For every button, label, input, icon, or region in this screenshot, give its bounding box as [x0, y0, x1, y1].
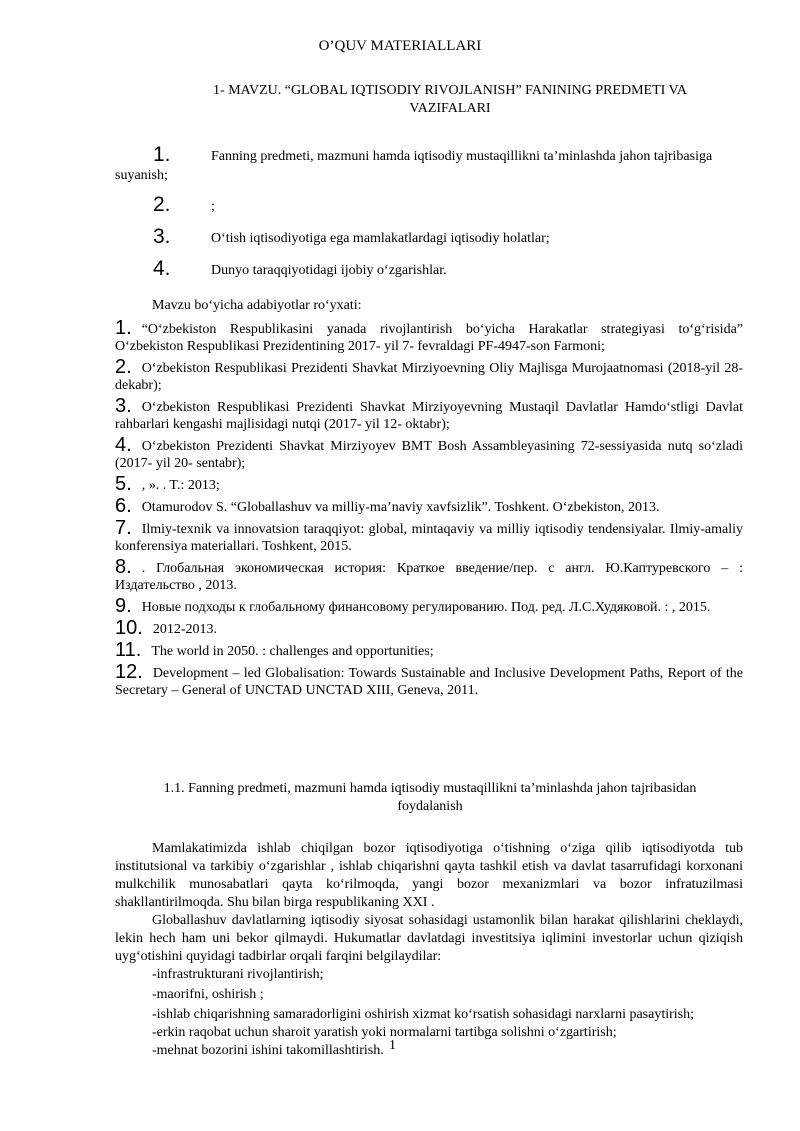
reference-number: 2. — [115, 356, 132, 378]
reference-number: 3. — [115, 395, 132, 417]
reference-number: 8. — [115, 556, 132, 578]
reference-number: 5. — [115, 473, 132, 495]
objective-number: 4. — [153, 257, 171, 280]
objective-text: Dunyo taraqqiyotidagi ijobiy o‘zgarishlar. — [211, 263, 447, 278]
reference-text: Ilmiy-texnik va innovatsion taraqqiyot: global, mintaqaviy va milliy iqtisodiy tendensiyalar. Ilmiy-amaliy konferensiya materiallari. Toshkent, 2015. — [115, 522, 743, 554]
reference-text: “O‘zbekiston Respublikasini yanada rivojlantirish bo‘yicha Harakatlar strategiyasi to‘g‘risida” O‘zbekiston Respublikasi Prezidentining 2017- yil 7- fevraldagi PF-4947-son Farmoni; — [115, 322, 743, 354]
references-label: Mavzu bo‘yicha adabiyotlar ro‘yxati: — [152, 298, 362, 313]
objective-number: 1. — [153, 143, 171, 166]
reference-item — [115, 517, 743, 555]
measure-item: -infrastrukturani rivojlantirish; — [152, 967, 324, 982]
objective-text: O‘tish iqtisodiyotiga ega mamlakatlardagi iqtisodiy holatlar; — [211, 231, 550, 246]
objective-number: 2. — [153, 193, 171, 216]
reference-text: , ». . T.: 2013; — [141, 478, 220, 493]
reference-item — [115, 434, 743, 472]
reference-number: 1. — [115, 317, 132, 339]
page-title: O’QUV MATERIALLARI — [318, 38, 482, 54]
reference-number: 11. — [115, 639, 142, 661]
paragraph: Mamlakatimizda ishlab chiqilgan bozor iqtisodiyotiga o‘tishning o‘ziga qilib iqtisodiyotda tub institutsional va tarkibiy o‘zgarishlar , ishlab chiqarishni qayta tashkil etish va davlat tasarrufidagi korxonani mulkchilik munosabatlari qayta ko‘rilmoqda, yangi bozor mexanizmlari va bozor infratuzilmasi shakllantirilmoqda. Shu bilan birga respublikaning XXI . — [115, 841, 743, 910]
topic-heading: 1- MAVZU. “GLOBAL IQTISODIY RIVOJLANISH” FANINING PREDMETI VA VAZIFALARI — [213, 83, 687, 116]
reference-text: . Глобальная экономическая история: Краткое введение/пер. с англ. Ю.Каптуревского – : Издательство , 2013. — [115, 561, 743, 593]
reference-number: 4. — [115, 434, 132, 456]
reference-item — [115, 661, 743, 699]
reference-item — [115, 639, 743, 661]
reference-text: 2012-2013. — [152, 622, 217, 637]
reference-number: 6. — [115, 495, 132, 517]
paragraph: Globallashuv davlatlarning iqtisodiy siyosat sohasidagi ustamonlik bilan harakat qilishlarini cheklaydi, lekin hech ham uni bekor qilmaydi. Hukumatlar davlatdagi investitsiya iqlimini investorlar uchun qiziqish uyg‘otishini quyidagi tadbirlar orqali farqini belgilaydilar: — [115, 913, 743, 964]
reference-text: The world in 2050. : challenges and opportunities; — [151, 644, 434, 659]
reference-text: O‘zbekiston Prezidenti Shavkat Mirziyoyev BMT Bosh Assambleyasining 72-sessiyasida nutq so‘zladi (2017- yil 20- sentabr); — [115, 439, 743, 471]
objective-number: 3. — [153, 225, 171, 248]
reference-text: Development – led Globalisation: Towards Sustainable and Inclusive Development Paths, Report of the Secretary – General of UNCTAD UNCTAD XIII, Geneva, 2011. — [115, 666, 743, 698]
reference-item — [115, 556, 743, 594]
reference-text: Новые подходы к глобальному финансовому регулированию. Под. ред. Л.С.Худяковой. : , 2015. — [141, 600, 711, 615]
references-list — [115, 317, 743, 703]
measure-item: -ishlab chiqarishning samaradorligini oshirish xizmat ko‘rsatish sohasidagi narxlarni pasaytirish; — [152, 1007, 695, 1022]
reference-text: Otamurodov S. “Globallashuv va milliy-ma’naviy xavfsizlik”. Toshkent. O‘zbekiston, 2013. — [141, 500, 660, 515]
objective-item — [115, 145, 743, 185]
reference-number: 9. — [115, 595, 132, 617]
measure-item: -erkin raqobat uchun sharoit yaratish yoki normalarni tartibga solishni o‘zgartirish; — [152, 1025, 617, 1040]
body-text — [115, 840, 743, 1060]
measure-item: -mehnat bozorini ishini takomillashtirish. — [152, 1043, 384, 1058]
objective-text: ; — [211, 199, 215, 214]
reference-number: 12. — [115, 661, 143, 683]
reference-item — [115, 473, 743, 495]
reference-item — [115, 317, 743, 355]
page-number: 1 — [389, 1038, 396, 1053]
reference-item — [115, 617, 743, 639]
reference-item — [115, 595, 743, 617]
reference-item — [115, 395, 743, 433]
reference-item — [115, 356, 743, 394]
objective-item — [115, 227, 743, 248]
reference-number: 10. — [115, 617, 143, 639]
reference-number: 7. — [115, 517, 132, 539]
reference-text: O‘zbekiston Respublikasi Prezidenti Shavkat Mirziyoyevning Mustaqil Davlatlar Hamdo‘stligi Davlat rahbarlari kengashi majlisidagi nutqi (2017- yil 12- oktabr); — [115, 400, 743, 432]
section-heading: 1.1. Fanning predmeti, mazmuni hamda iqtisodiy mustaqillikni ta’minlashda jahon tajribasidan foydalanish — [163, 781, 697, 814]
objective-item — [115, 195, 743, 216]
objective-item — [115, 259, 743, 280]
reference-item — [115, 495, 743, 517]
objective-text: Fanning predmeti, mazmuni hamda iqtisodiy mustaqillikni ta’minlashda jahon tajribasiga suyanish; — [115, 149, 713, 183]
reference-text: O‘zbekiston Respublikasi Prezidenti Shavkat Mirziyoevning Oliy Majlisga Murojaatnomasi (2018-yil 28- dekabr); — [115, 361, 743, 393]
objectives-list — [115, 145, 743, 280]
measures-list — [152, 966, 743, 1060]
measure-item: -maorifni, oshirish ; — [152, 987, 264, 1002]
